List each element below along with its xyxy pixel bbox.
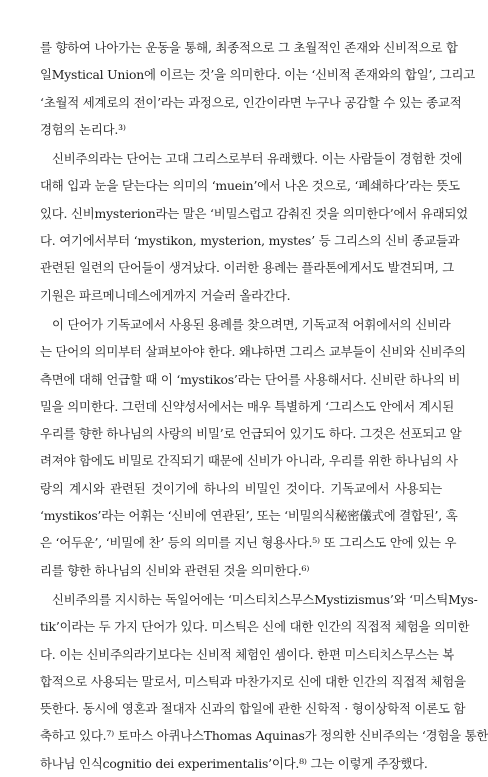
text-line: 있다. 신비mysterion라는 말은 ‘비밀스럽고 감춰진 것을 의미한다’에서 유래되었 bbox=[40, 205, 468, 221]
text-line: 기원은 파르메니데스에게까지 거슬러 올라간다. bbox=[40, 287, 291, 303]
paragraph bbox=[40, 145, 468, 309]
text-line: 하나님 인식cognitio dei experimentalis’이다.⁸⁾ 그는 이렇게 주장했다. bbox=[40, 755, 428, 771]
text-line: 합적으로 사용되는 말로서, 미스틱과 마찬가지로 신에 대한 인간의 직접적 체험을 bbox=[40, 673, 466, 689]
paragraph bbox=[40, 34, 476, 143]
paragraph bbox=[40, 586, 488, 777]
text-line: 대해 입과 눈을 닫는다는 의미의 ‘muein’에서 나온 것으로, ‘폐쇄하다’라는 뜻도 bbox=[40, 178, 460, 194]
text-line: 축하고 있다.⁷⁾ 토마스 아퀴나스Thomas Aquinas가 정의한 신비주의는 ‘경험을 통한 bbox=[40, 728, 488, 744]
text-line: 측면에 대해 언급할 때 이 ‘mystikos’라는 단어를 사용해서다. 신비란 하나의 비 bbox=[40, 371, 461, 387]
text-line: 밀을 의미한다. 그런데 신약성서에서는 매우 특별하게 ‘그리스도 안에서 계시된 bbox=[40, 398, 455, 414]
text-line: 우리를 향한 하나님의 사랑의 비밀’로 언급되어 있기도 하다. 그것은 선포되고 알 bbox=[40, 426, 462, 442]
text-line: 려져야 함에도 비밀로 간직되기 때문에 신비가 아니라, 우리를 위한 하나님의 사 bbox=[40, 453, 458, 469]
text-line: 일Mystical Union에 이르는 것’을 의미한다. 이는 ‘신비적 존재와의 합일’, 그리고 bbox=[40, 67, 476, 83]
text-line: 랑의 계시와 관련된 것이기에 하나의 비밀인 것이다. 기독교에서 사용되는 bbox=[40, 480, 442, 496]
text-line: 신비주의라는 단어는 고대 그리스로부터 유래했다. 이는 사람들이 경험한 것에 bbox=[52, 151, 463, 167]
text-line: 다. 이는 신비주의라기보다는 신비적 체험인 셈이다. 한편 미스티치스무스는 복 bbox=[40, 646, 455, 662]
text-line: ‘mystikos’라는 어휘는 ‘신비에 연관된’, 또는 ‘비밀의식秘密儀式에 결합된’, 혹 bbox=[40, 508, 458, 524]
text-line: ‘초월적 세계로의 전이’라는 과정으로, 인간이라면 누구나 공감할 수 있는 종교적 bbox=[40, 94, 462, 110]
text-line: 뜻한다. 동시에 영혼과 절대자 신과의 합일에 관한 신학적 · 형이상학적 이론도 함 bbox=[40, 701, 466, 717]
text-line: 를 향하여 나아가는 운동을 통해, 최종적으로 그 초월적인 존재와 신비적으로 합 bbox=[40, 40, 458, 55]
text-line: tik’이라는 두 가지 단어가 있다. 미스틱은 신에 대한 인간의 직접적 체험을 의미한 bbox=[40, 619, 470, 635]
paragraph bbox=[40, 311, 466, 584]
text-line: 신비주의를 지시하는 독일어에는 ‘미스티치스무스Mystizismus’와 ‘미스틱Mys- bbox=[52, 591, 478, 607]
text-line: 이 단어가 기독교에서 사용된 용례를 찾으려면, 기독교적 어휘에서의 신비라 bbox=[52, 316, 451, 332]
text-line: 관련된 일련의 단어들이 생겨났다. 이러한 용례는 플라톤에게서도 발견되며, 그 bbox=[40, 260, 455, 276]
text-line: 리를 향한 하나님의 신비와 관련된 것을 의미한다.⁶⁾ bbox=[40, 562, 310, 578]
text-line: 다. 여기에서부터 ‘mystikon, mysterion, mystes’ 등 그리스의 신비 종교들과 bbox=[40, 233, 460, 249]
text-line: 경험의 논리다.³⁾ bbox=[40, 121, 126, 137]
text-line: 은 ‘어두운’, ‘비밀에 찬’ 등의 의미를 지닌 형용사다.⁵⁾ 또 그리스도 안에 있는 우 bbox=[40, 535, 457, 551]
text-line: 는 단어의 의미부터 살펴보아야 한다. 왜냐하면 그리스 교부들이 신비와 신비주의 bbox=[40, 344, 466, 360]
